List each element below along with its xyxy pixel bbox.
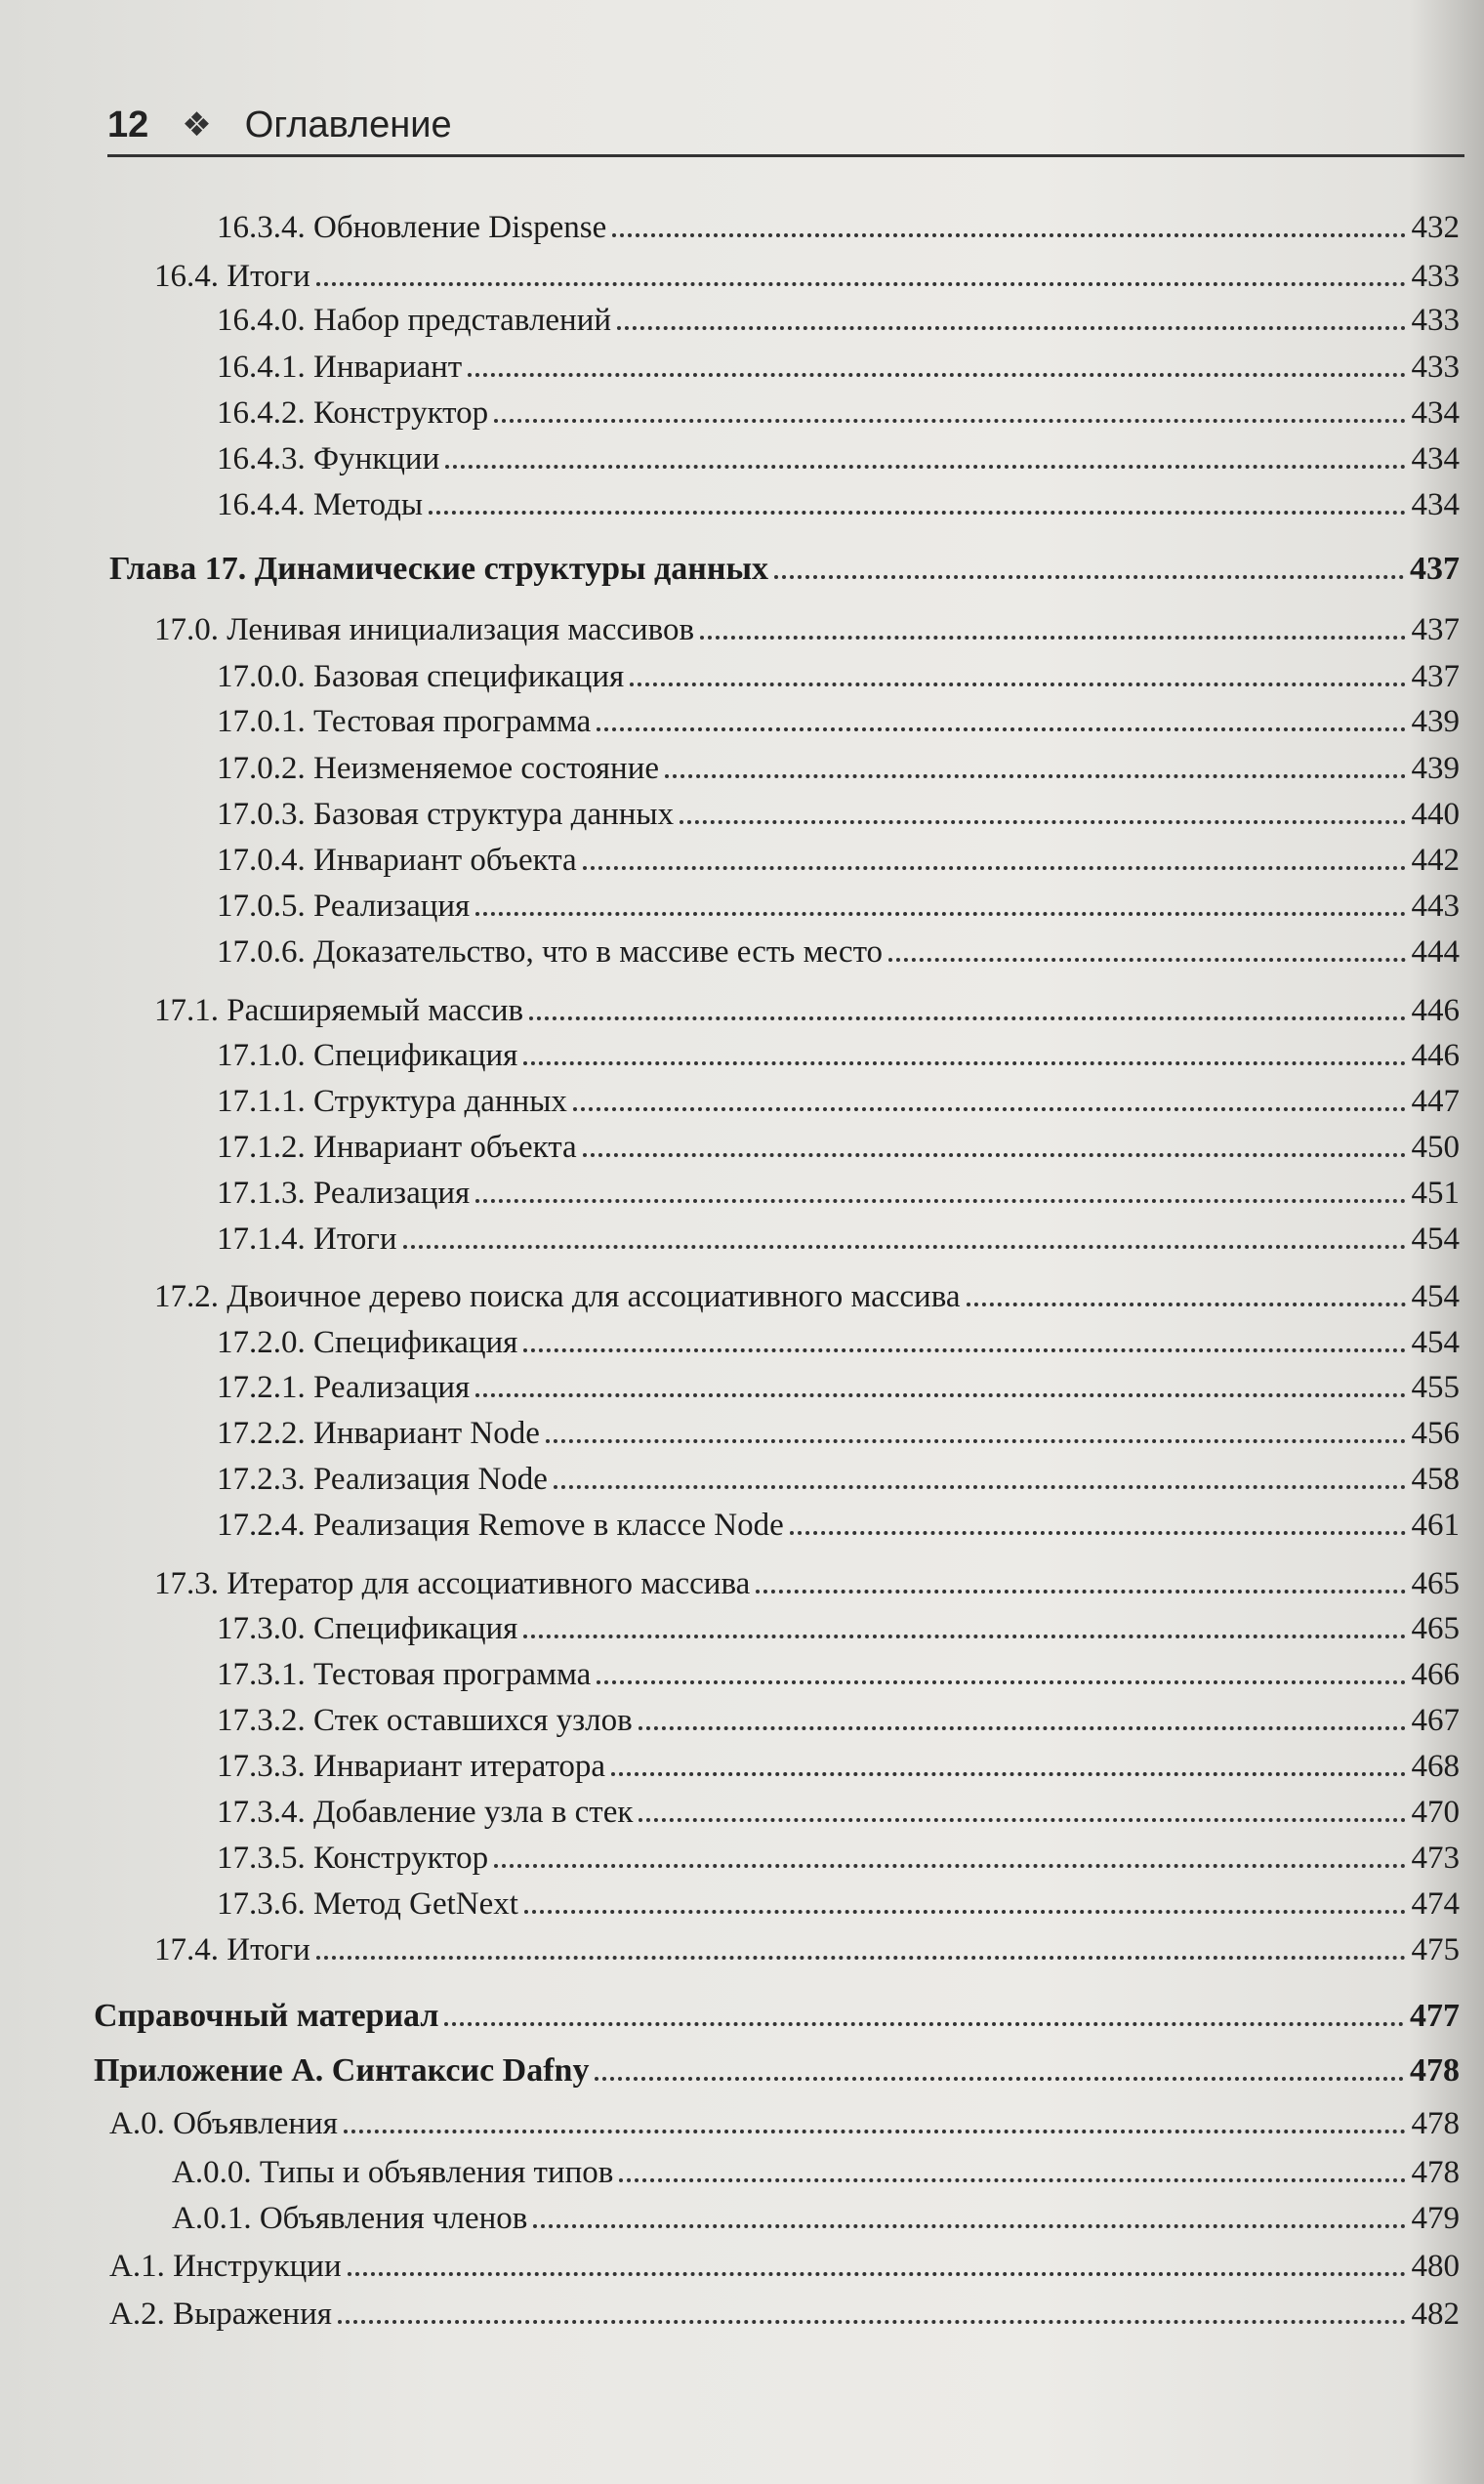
toc-entry xyxy=(217,836,1460,879)
toc-entry-page: 442 xyxy=(1411,843,1460,878)
toc-entry-page: 434 xyxy=(1411,395,1460,431)
dot-leader xyxy=(316,282,1406,286)
toc-entry xyxy=(217,882,1460,925)
toc-entry-title: 16.3.4. Обновление Dispense xyxy=(217,210,607,245)
toc-entry xyxy=(217,435,1460,477)
toc-entry-page: 473 xyxy=(1411,1841,1460,1876)
toc-entry xyxy=(217,480,1460,523)
toc-entry-page: 478 xyxy=(1411,2106,1460,2141)
toc-entry xyxy=(217,1409,1460,1452)
toc-entry xyxy=(217,697,1460,740)
page-number: 12 xyxy=(107,104,149,145)
toc-entry-title: 17.1.3. Реализация xyxy=(217,1176,471,1211)
toc-entry-page: 482 xyxy=(1411,2297,1460,2332)
dot-leader xyxy=(429,511,1405,515)
toc-entry-page: 455 xyxy=(1411,1370,1460,1405)
running-header xyxy=(107,98,452,152)
toc-entry xyxy=(217,1215,1460,1258)
toc-entry xyxy=(94,1992,1460,2035)
toc-entry xyxy=(217,1501,1460,1544)
toc-entry xyxy=(154,252,1460,295)
toc-entry-page: 433 xyxy=(1411,303,1460,338)
ornament-icon: ❖ xyxy=(182,106,212,144)
toc-entry-title: 17.1.1. Структура данных xyxy=(217,1084,567,1119)
toc-entry-title: 17.3.6. Метод GetNext xyxy=(217,1886,518,1922)
toc-entry-title: 17.0.1. Тестовая программа xyxy=(217,704,592,739)
dot-leader xyxy=(583,1153,1406,1157)
dot-leader xyxy=(338,2320,1406,2324)
toc-entry-title: 17.3.4. Добавление узла в стек xyxy=(217,1795,634,1830)
toc-entry-page: 480 xyxy=(1411,2249,1460,2284)
toc-entry-title: А.2. Выражения xyxy=(109,2297,332,2332)
dot-leader xyxy=(533,2224,1405,2228)
dot-leader xyxy=(494,419,1405,423)
dot-leader xyxy=(529,1016,1405,1020)
toc-entry xyxy=(217,1455,1460,1498)
toc-entry-page: 478 xyxy=(1410,2052,1460,2089)
dot-leader xyxy=(445,465,1405,469)
toc-entry-title: 17.2.2. Инвариант Node xyxy=(217,1416,540,1451)
dot-leader xyxy=(611,1772,1405,1776)
toc-entry-title: 16.4.1. Инвариант xyxy=(217,350,463,385)
toc-entry xyxy=(109,2099,1460,2142)
dot-leader xyxy=(316,1956,1406,1960)
toc-entry-page: 447 xyxy=(1411,1084,1460,1119)
toc-entry-page: 477 xyxy=(1410,1998,1460,2034)
toc-entry-title: А.0.0. Типы и объявления типов xyxy=(172,2155,614,2190)
toc-entry-page: 454 xyxy=(1411,1221,1460,1257)
dot-leader xyxy=(619,2178,1405,2182)
toc-entry xyxy=(217,1834,1460,1877)
dot-leader xyxy=(597,727,1405,731)
toc-entry-title: 17.3.5. Конструктор xyxy=(217,1841,489,1876)
toc-entry-title: Справочный материал xyxy=(94,1998,439,2034)
dot-leader xyxy=(630,683,1405,686)
dot-leader xyxy=(790,1531,1406,1535)
toc-entry-title: 17.1.0. Спецификация xyxy=(217,1038,518,1073)
toc-entry xyxy=(172,2194,1460,2237)
toc-entry-title: 17.2.0. Спецификация xyxy=(217,1325,518,1360)
toc-entry-title: А.0.1. Объявления членов xyxy=(172,2201,528,2236)
dot-leader xyxy=(523,1061,1405,1065)
dot-leader xyxy=(494,1864,1405,1868)
dot-leader xyxy=(523,1348,1405,1352)
toc-entry xyxy=(217,203,1460,246)
dot-leader xyxy=(344,2130,1406,2133)
toc-entry-page: 474 xyxy=(1411,1886,1460,1922)
toc-entry-title: 17.0.3. Базовая структура данных xyxy=(217,797,675,832)
dot-leader xyxy=(546,1439,1406,1443)
dot-leader xyxy=(888,958,1405,962)
toc-entry-page: 458 xyxy=(1411,1462,1460,1497)
toc-entry-title: 16.4.4. Методы xyxy=(217,487,424,522)
toc-entry-page: 437 xyxy=(1411,659,1460,694)
toc-entry xyxy=(217,296,1460,339)
dot-leader xyxy=(774,575,1404,579)
toc-entry xyxy=(217,389,1460,432)
toc-entry xyxy=(217,343,1460,386)
toc-entry-page: 437 xyxy=(1411,612,1460,647)
toc-entry xyxy=(217,1696,1460,1739)
toc-entry xyxy=(154,1925,1460,1968)
toc-entry-title: 17.2.1. Реализация xyxy=(217,1370,471,1405)
toc-entry xyxy=(172,2148,1460,2191)
dot-leader xyxy=(756,1590,1405,1594)
dot-leader xyxy=(595,2077,1404,2081)
toc-entry-page: 443 xyxy=(1411,889,1460,924)
toc-entry-page: 451 xyxy=(1411,1176,1460,1211)
toc-entry-page: 461 xyxy=(1411,1508,1460,1543)
toc-entry-title: 16.4.2. Конструктор xyxy=(217,395,489,431)
dot-leader xyxy=(680,820,1405,824)
toc-entry xyxy=(217,1788,1460,1831)
toc-entry-page: 439 xyxy=(1411,751,1460,786)
header-title: Оглавление xyxy=(244,104,452,145)
dot-leader xyxy=(468,373,1405,377)
dot-leader xyxy=(639,1726,1406,1730)
dot-leader xyxy=(597,1680,1405,1684)
header-rule xyxy=(107,154,1464,157)
toc-entry-title: 17.3.1. Тестовая программа xyxy=(217,1657,592,1692)
toc-entry-title: 17.3.3. Инвариант итератора xyxy=(217,1749,606,1784)
toc-entry-title: 17.3. Итератор для ассоциативного массива xyxy=(154,1566,751,1601)
toc-entry xyxy=(217,1363,1460,1406)
toc-entry-title: 17.0.2. Неизменяемое состояние xyxy=(217,751,660,786)
toc-entry xyxy=(217,1169,1460,1212)
toc-entry xyxy=(94,2047,1460,2090)
toc-entry-title: 17.2. Двоичное дерево поиска для ассоциативного массива xyxy=(154,1279,961,1314)
toc-entry-title: 16.4. Итоги xyxy=(154,259,310,294)
toc-entry-title: 17.4. Итоги xyxy=(154,1932,310,1967)
toc-entry xyxy=(217,1318,1460,1361)
toc-entry-title: Глава 17. Динамические структуры данных xyxy=(109,551,768,587)
toc-entry xyxy=(109,545,1460,588)
dot-leader xyxy=(583,866,1406,870)
toc-entry-title: 16.4.3. Функции xyxy=(217,441,440,476)
dot-leader xyxy=(475,1393,1405,1397)
toc-entry-page: 433 xyxy=(1411,259,1460,294)
toc-entry-page: 475 xyxy=(1411,1932,1460,1967)
toc-entry-title: 17.0.0. Базовая спецификация xyxy=(217,659,625,694)
toc-entry-page: 437 xyxy=(1410,551,1460,587)
toc-entry-page: 446 xyxy=(1411,993,1460,1028)
dot-leader xyxy=(700,636,1405,640)
toc-entry-title: 17.0.6. Доказательство, что в массиве есть место xyxy=(217,934,884,970)
toc-entry-page: 434 xyxy=(1411,487,1460,522)
toc-entry xyxy=(217,744,1460,787)
toc-entry-page: 434 xyxy=(1411,441,1460,476)
toc-entry xyxy=(217,1880,1460,1923)
toc-entry-page: 465 xyxy=(1411,1566,1460,1601)
toc-entry-title: 17.0. Ленивая инициализация массивов xyxy=(154,612,695,647)
toc-entry xyxy=(217,1077,1460,1120)
toc-entry xyxy=(154,986,1460,1029)
toc-entry-page: 478 xyxy=(1411,2155,1460,2190)
toc-entry-page: 466 xyxy=(1411,1657,1460,1692)
toc-entry xyxy=(217,1742,1460,1785)
toc-entry xyxy=(217,1031,1460,1074)
toc-entry-title: 17.2.3. Реализация Node xyxy=(217,1462,548,1497)
toc-entry-page: 444 xyxy=(1411,934,1460,970)
toc-entry-page: 465 xyxy=(1411,1611,1460,1646)
toc-entry-title: 17.1.2. Инвариант объекта xyxy=(217,1130,577,1165)
toc-entry xyxy=(109,2242,1460,2285)
dot-leader xyxy=(967,1303,1406,1306)
dot-leader xyxy=(617,326,1405,330)
toc-entry-page: 467 xyxy=(1411,1703,1460,1738)
toc-entry xyxy=(154,605,1460,648)
toc-entry-title: 17.0.5. Реализация xyxy=(217,889,471,924)
toc-entry-title: 16.4.0. Набор представлений xyxy=(217,303,612,338)
toc-entry-title: 17.1. Расширяемый массив xyxy=(154,993,524,1028)
toc-entry-page: 433 xyxy=(1411,350,1460,385)
toc-entry xyxy=(154,1559,1460,1602)
toc-entry-page: 446 xyxy=(1411,1038,1460,1073)
toc-entry-title: 17.3.0. Спецификация xyxy=(217,1611,518,1646)
dot-leader xyxy=(444,2022,1404,2026)
toc-entry xyxy=(217,652,1460,695)
dot-leader xyxy=(524,1910,1406,1914)
toc-entry-page: 456 xyxy=(1411,1416,1460,1451)
dot-leader xyxy=(348,2272,1406,2276)
dot-leader xyxy=(573,1107,1406,1111)
toc-entry-page: 479 xyxy=(1411,2201,1460,2236)
toc-entry-page: 440 xyxy=(1411,797,1460,832)
dot-leader xyxy=(403,1245,1406,1249)
dot-leader xyxy=(554,1485,1406,1489)
toc-entry-title: 17.1.4. Итоги xyxy=(217,1221,397,1257)
toc-entry xyxy=(109,2290,1460,2333)
toc-entry-title: 17.3.2. Стек оставшихся узлов xyxy=(217,1703,633,1738)
dot-leader xyxy=(475,1199,1405,1203)
dot-leader xyxy=(475,912,1405,916)
toc-entry-page: 468 xyxy=(1411,1749,1460,1784)
dot-leader xyxy=(639,1818,1405,1822)
toc-entry xyxy=(217,790,1460,833)
dot-leader xyxy=(523,1635,1405,1638)
toc-entry-page: 432 xyxy=(1411,210,1460,245)
toc-entry xyxy=(154,1272,1460,1315)
dot-leader xyxy=(665,774,1405,778)
toc-entry-title: Приложение А. Синтаксис Dafny xyxy=(94,2052,590,2089)
toc-entry xyxy=(217,928,1460,971)
toc-entry-page: 470 xyxy=(1411,1795,1460,1830)
toc-entry-title: 17.0.4. Инвариант объекта xyxy=(217,843,577,878)
toc-entry xyxy=(217,1604,1460,1647)
toc-entry xyxy=(217,1123,1460,1166)
toc-entry-title: 17.2.4. Реализация Remove в классе Node xyxy=(217,1508,784,1543)
toc-entry-title: А.0. Объявления xyxy=(109,2106,338,2141)
toc-entry-page: 439 xyxy=(1411,704,1460,739)
dot-leader xyxy=(612,233,1405,237)
toc-entry-page: 450 xyxy=(1411,1130,1460,1165)
toc-entry xyxy=(217,1650,1460,1693)
toc-entry-page: 454 xyxy=(1411,1279,1460,1314)
toc-entry-title: А.1. Инструкции xyxy=(109,2249,342,2284)
toc-entry-page: 454 xyxy=(1411,1325,1460,1360)
